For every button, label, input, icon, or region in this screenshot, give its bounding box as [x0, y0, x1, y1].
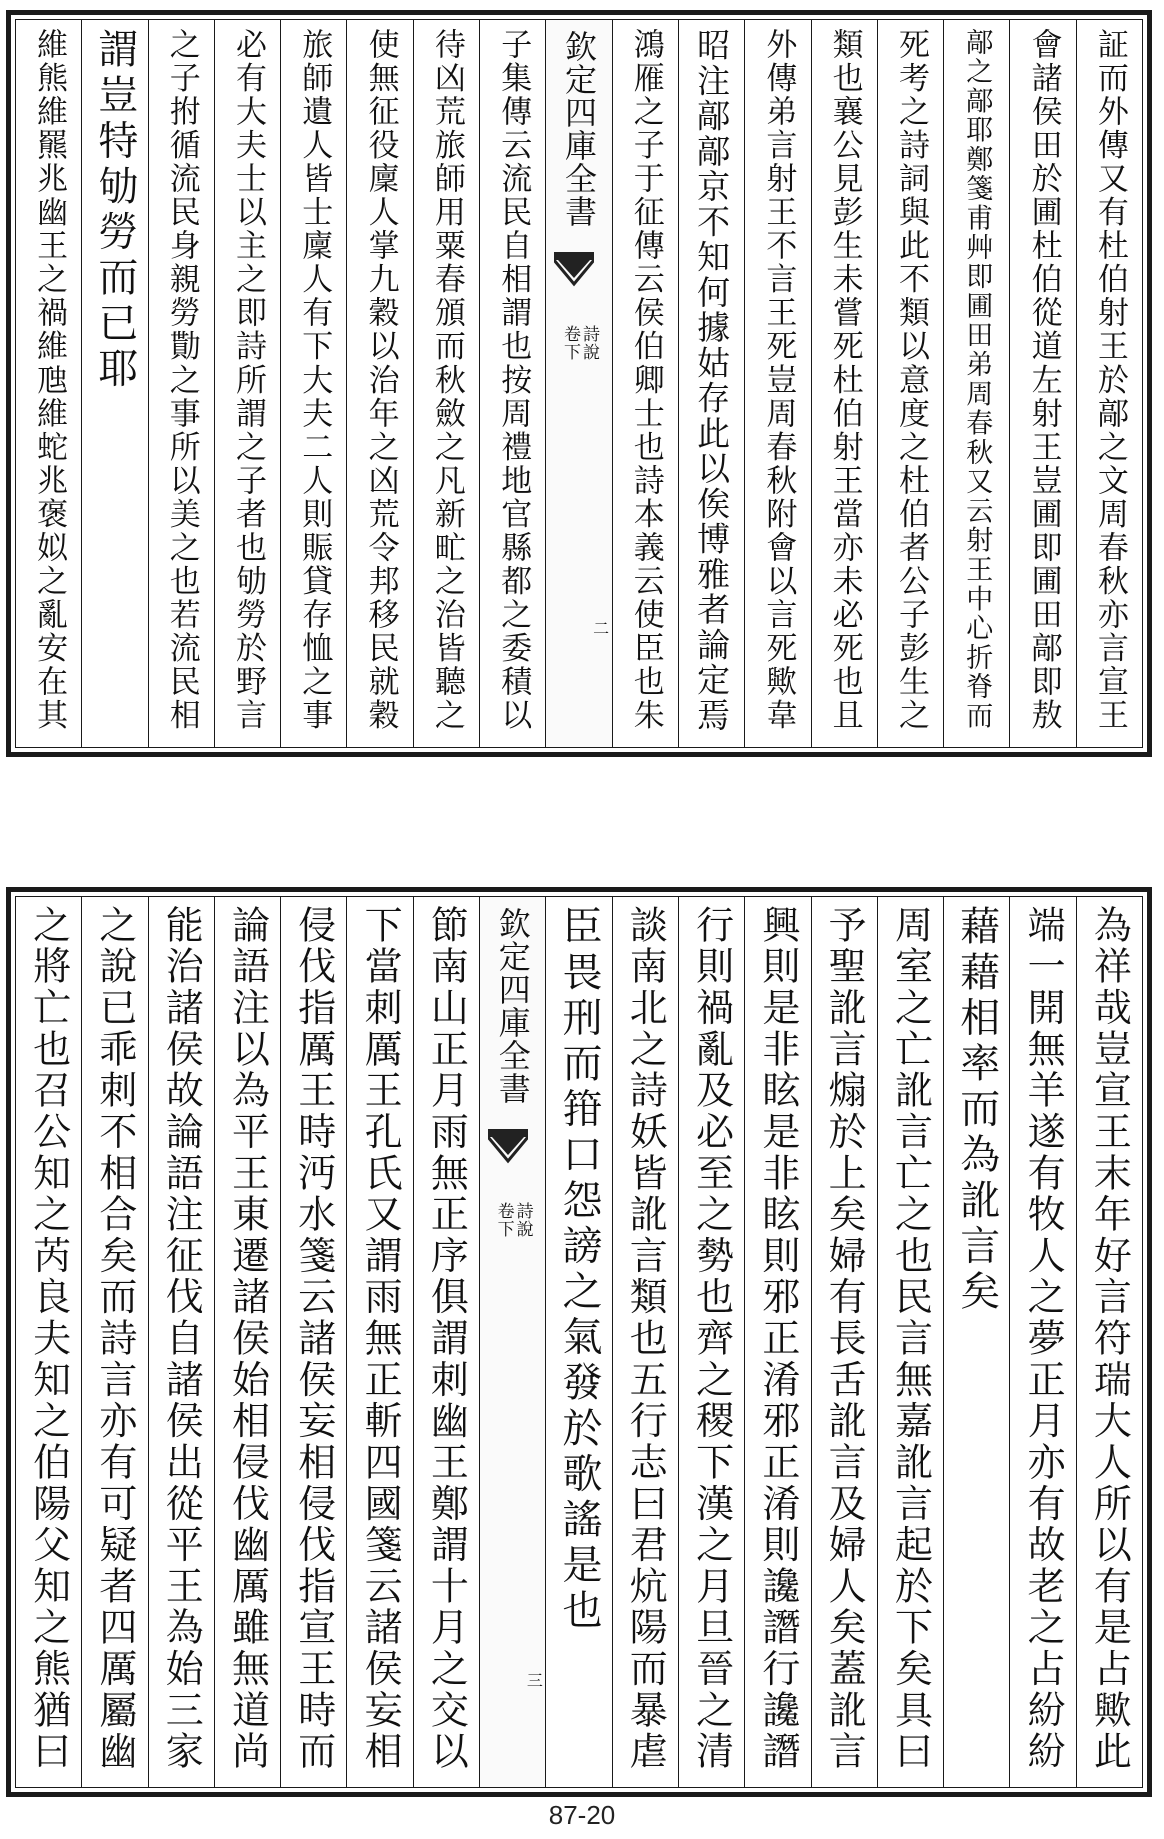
- text-column: [148, 897, 214, 1787]
- column-text: 能治諸侯故論語注征伐自諸侯出從平王為始三家: [159, 905, 204, 1773]
- text-column: [148, 20, 214, 747]
- fishtail-mark-icon: [554, 252, 594, 292]
- text-column: [81, 897, 147, 1787]
- chapter-subtitle: [546, 325, 611, 385]
- column-text: 興則是非眩是非眩則邪正淆邪正淆則讒譖行讒譖: [755, 905, 800, 1773]
- fishtail-mark-icon: [488, 1129, 528, 1169]
- column-text: 予聖訛言煽於上矣婦有長舌訛言及婦人矣蓋訛言: [822, 905, 867, 1773]
- column-text: 証而外傳又有杜伯射王於鄗之文周春秋亦言宣王: [1091, 28, 1128, 733]
- text-column: [1076, 20, 1142, 747]
- column-text: 行則禍亂及必至之勢也齊之稷下漢之月旦晉之清: [689, 905, 734, 1773]
- text-column: [811, 20, 877, 747]
- column-text: 待凶荒旅師用粟春頒而秋斂之凡新甿之治皆聽之: [428, 28, 465, 733]
- subtitle-volume: 卷下: [559, 325, 580, 361]
- center-banner-column: [545, 20, 611, 747]
- text-column: [877, 20, 943, 747]
- column-text: 類也襄公見彭生未嘗死杜伯射王當亦未必死也且: [826, 28, 863, 733]
- subtitle-book-name: 詩說: [512, 1202, 533, 1238]
- page-number-footer: 87-20: [548, 1800, 616, 1830]
- column-text: 藉藉相率而為訛言矣: [953, 905, 1000, 1316]
- text-column: [413, 20, 479, 747]
- text-column: [346, 20, 412, 747]
- top-page: [6, 10, 1152, 757]
- text-column: [943, 20, 1009, 747]
- text-column: [16, 897, 81, 1787]
- text-column: [479, 20, 545, 747]
- column-text: 臣畏刑而箝口怨謗之氣發於歌謠是也: [555, 905, 602, 1635]
- column-text: 為祥哉豈宣王末年好言符瑞大人所以有是占歟此: [1087, 905, 1132, 1773]
- subtitle-volume: 卷下: [493, 1202, 514, 1238]
- text-column: [1009, 897, 1075, 1787]
- column-text: 旅師遺人皆士廩人有下大夫二人則賑貸存恤之事: [296, 28, 333, 733]
- text-column: [214, 20, 280, 747]
- text-column: [1009, 20, 1075, 747]
- column-text: 外傳弟言射王不言王死豈周春秋附會以言死歟韋: [760, 28, 797, 733]
- text-column: [612, 20, 678, 747]
- text-column: [16, 20, 81, 747]
- column-text: 必有大夫士以主之即詩所謂之子者也劬勞於野言: [230, 28, 266, 733]
- column-text: 之說已乖刺不相合矣而詩言亦有可疑者四厲屬幽: [92, 905, 137, 1773]
- column-text: 侵伐指厲王時沔水箋云諸侯妄相侵伐指宣王時而: [291, 905, 336, 1773]
- text-column: [877, 897, 943, 1787]
- text-column: [214, 897, 280, 1787]
- chapter-subtitle: [480, 1202, 545, 1262]
- column-text: 之將亡也召公知之芮良夫知之伯陽父知之熊猶曰: [26, 905, 71, 1773]
- column-text: 周室之亡訛言亡之也民言無嘉訛言起於下矣具曰: [888, 905, 933, 1773]
- column-text: 談南北之詩妖皆訛言類也五行志曰君炕陽而暴虐: [623, 905, 668, 1773]
- book-title: 欽定四庫全書: [559, 30, 598, 228]
- text-column: [943, 897, 1009, 1787]
- center-banner-column: [479, 897, 545, 1787]
- column-text: 下當刺厲王孔氏又謂雨無正斬四國箋云諸侯妄相: [358, 905, 403, 1773]
- text-column: [744, 20, 810, 747]
- text-column: [612, 897, 678, 1787]
- column-text: 節南山正月雨無正序俱謂刺幽王鄭謂十月之交以: [424, 905, 469, 1773]
- book-title: 欽定四庫全書: [493, 907, 532, 1105]
- column-text: 謂豈特劬勞而已耶: [91, 28, 138, 393]
- subtitle-book-name: 詩說: [578, 325, 599, 361]
- column-text: 論語注以為平王東遷諸侯始相侵伐幽厲雖無道尚: [225, 905, 270, 1773]
- text-column: [678, 897, 744, 1787]
- text-column: [1076, 897, 1142, 1787]
- text-column: [280, 20, 346, 747]
- text-column: [744, 897, 810, 1787]
- column-text: 會諸侯田於圃杜伯從道左射王豈圃即圃田鄗即敖: [1025, 28, 1062, 733]
- column-text: 死考之詩詞與此不類以意度之杜伯者公子彭生之: [892, 28, 929, 733]
- column-text: 子集傳云流民自相謂也按周禮地官縣都之委積以: [495, 28, 532, 733]
- bottom-page-columns: [16, 897, 1142, 1787]
- column-text: 昭注鄗鄗京不知何據姑存此以俟博雅者論定焉: [692, 28, 732, 733]
- top-page-columns: [16, 20, 1142, 747]
- text-column: [545, 897, 611, 1787]
- leaf-number: 二: [590, 620, 610, 636]
- text-column: [678, 20, 744, 747]
- text-column: [811, 897, 877, 1787]
- text-column: [81, 20, 147, 747]
- bottom-page: [6, 887, 1152, 1797]
- column-text: 之子拊循流民身親勞勩之事所以美之也若流民相: [163, 28, 200, 733]
- column-text: 鄗之鄗耶鄭箋甫艸即圃田弟周春秋又云射王中心折脊而: [961, 28, 993, 731]
- text-column: [346, 897, 412, 1787]
- text-column: [280, 897, 346, 1787]
- text-column: [413, 897, 479, 1787]
- leaf-number: 三: [524, 1672, 544, 1688]
- column-text: 端一開無羊遂有牧人之夢正月亦有故老之占紛紛: [1021, 905, 1066, 1773]
- column-text: 使無征役廩人掌九穀以治年之凶荒令邦移民就穀: [362, 28, 399, 733]
- column-text: 維熊維羆兆幽王之禍維虺維蛇兆褒姒之亂安在其: [31, 28, 68, 733]
- column-text: 鴻雁之子于征傳云侯伯卿士也詩本義云使臣也朱: [627, 28, 664, 733]
